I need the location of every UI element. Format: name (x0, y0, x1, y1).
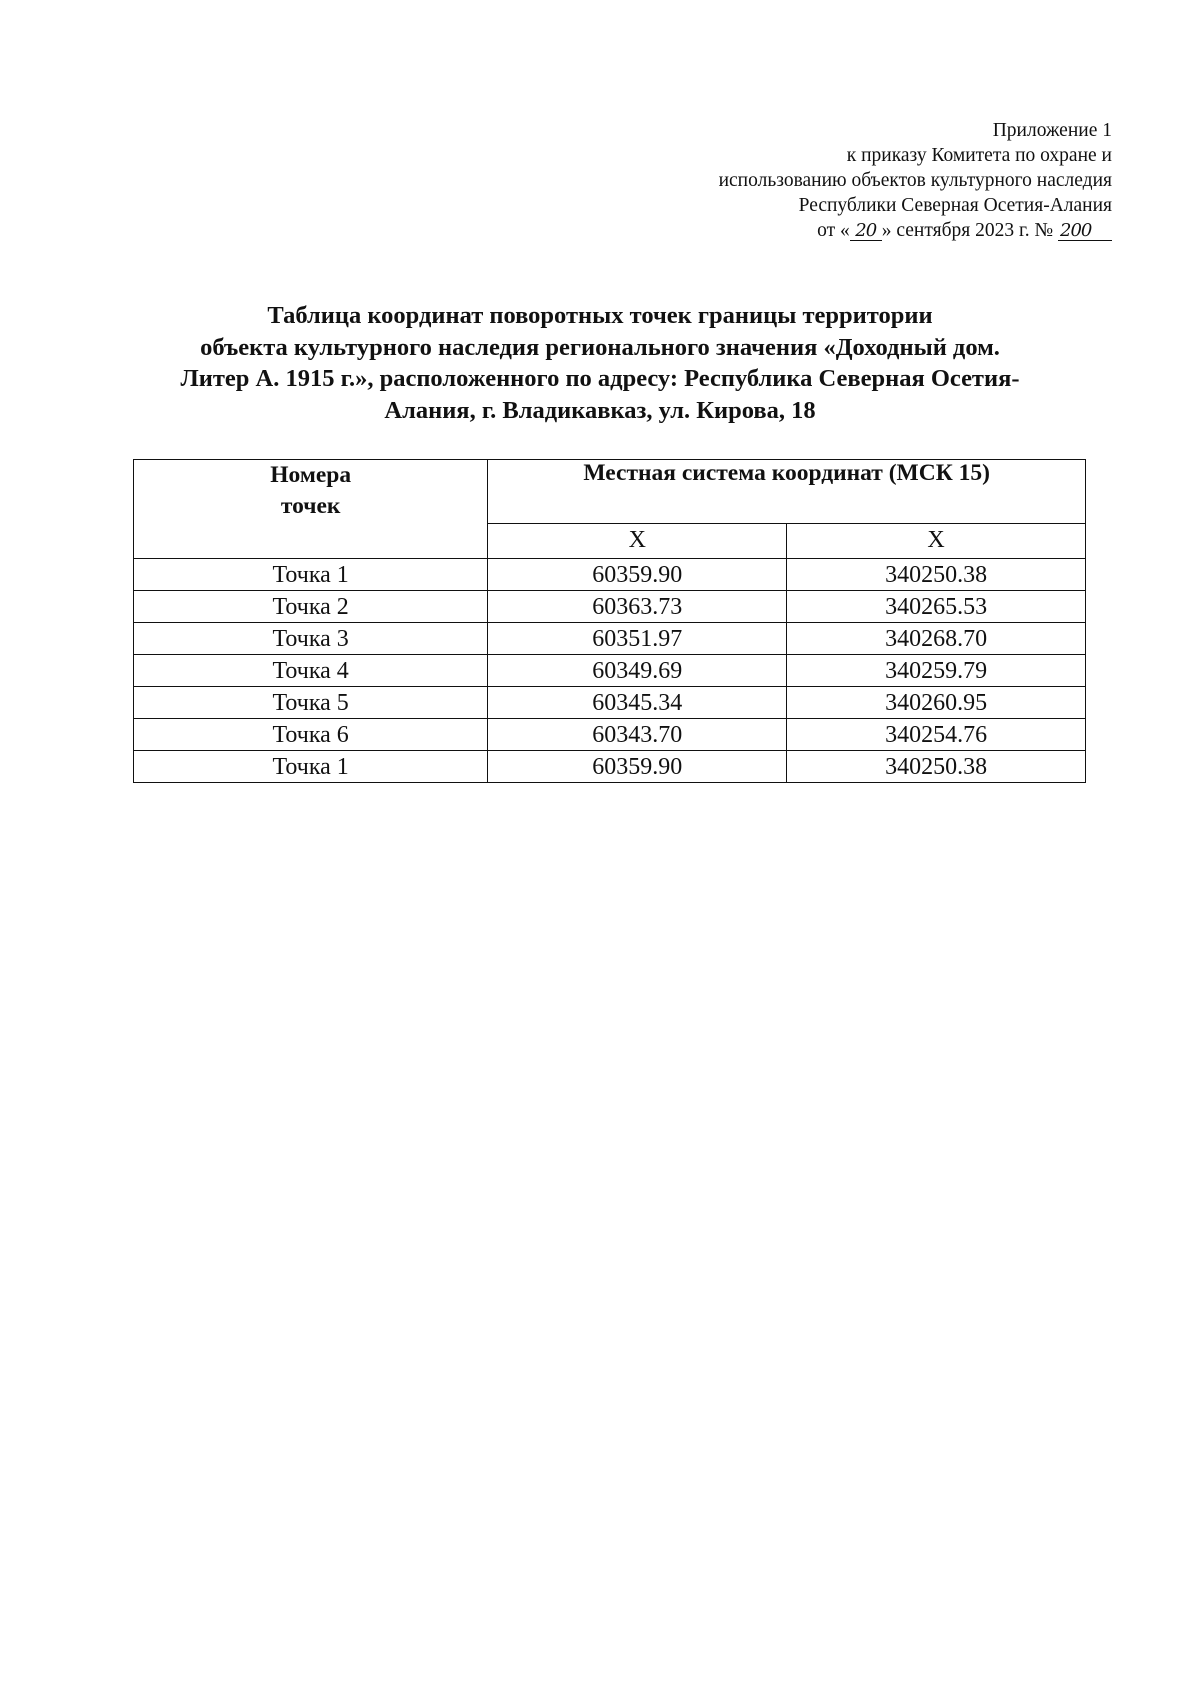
x-cell: 60359.90 (488, 559, 787, 591)
point-cell: Точка 2 (134, 591, 488, 623)
committee-name: использованию объектов культурного наследия (718, 170, 1112, 191)
header-point-numbers-line2: точек (280, 493, 341, 519)
y-cell: 340250.38 (787, 751, 1086, 783)
title-line-2: объекта культурного наследия регионального значения «Доходный дом. (200, 333, 1000, 361)
point-cell: Точка 1 (134, 559, 488, 591)
y-cell: 340268.70 (787, 623, 1086, 655)
header-y: X (787, 523, 1086, 558)
coordinates-table (133, 459, 1086, 783)
x-cell: 60363.73 (488, 591, 787, 623)
appendix-label: Приложение 1 (992, 120, 1112, 141)
date-middle: » сентября 2023 г. № (881, 220, 1054, 241)
x-cell: 60351.97 (488, 623, 787, 655)
republic-name: Республики Северная Осетия-Алания (798, 195, 1112, 216)
approval-block (592, 118, 1112, 243)
x-cell: 60345.34 (488, 687, 787, 719)
x-cell: 60349.69 (488, 655, 787, 687)
y-cell: 340250.38 (787, 559, 1086, 591)
point-cell: Точка 4 (134, 655, 488, 687)
title-line-4: Алания, г. Владикавказ, ул. Кирова, 18 (384, 396, 816, 424)
point-cell: Точка 3 (134, 623, 488, 655)
y-cell: 340254.76 (787, 719, 1086, 751)
date-prefix: от « (817, 220, 850, 241)
order-reference: к приказу Комитета по охране и (846, 145, 1112, 166)
table-row (134, 751, 1086, 783)
header-x: X (488, 523, 787, 558)
x-cell: 60359.90 (488, 751, 787, 783)
title-line-1: Таблица координат поворотных точек границы территории (267, 302, 933, 329)
table-row (134, 719, 1086, 751)
table-row (134, 655, 1086, 687)
y-cell: 340259.79 (787, 655, 1086, 687)
y-cell: 340265.53 (787, 591, 1086, 623)
header-point-numbers (134, 460, 488, 559)
document-title (120, 300, 1080, 426)
title-line-3: Литер А. 1915 г.», расположенного по адресу: Республика Северная Осетия- (180, 365, 1020, 392)
x-cell: 60343.70 (488, 719, 787, 751)
table-row (134, 591, 1086, 623)
table-row (134, 687, 1086, 719)
y-cell: 340260.95 (787, 687, 1086, 719)
order-date-line (592, 218, 1112, 243)
point-cell: Точка 6 (134, 719, 488, 751)
handwritten-day: 20 (850, 222, 882, 241)
header-coordinate-system: Местная система координат (МСК 15) (488, 460, 1086, 524)
header-point-numbers-line1: Номера (270, 462, 352, 488)
table-row (134, 623, 1086, 655)
table-row (134, 559, 1086, 591)
point-cell: Точка 1 (134, 751, 488, 783)
point-cell: Точка 5 (134, 687, 488, 719)
handwritten-order-number: 200 (1058, 222, 1112, 241)
